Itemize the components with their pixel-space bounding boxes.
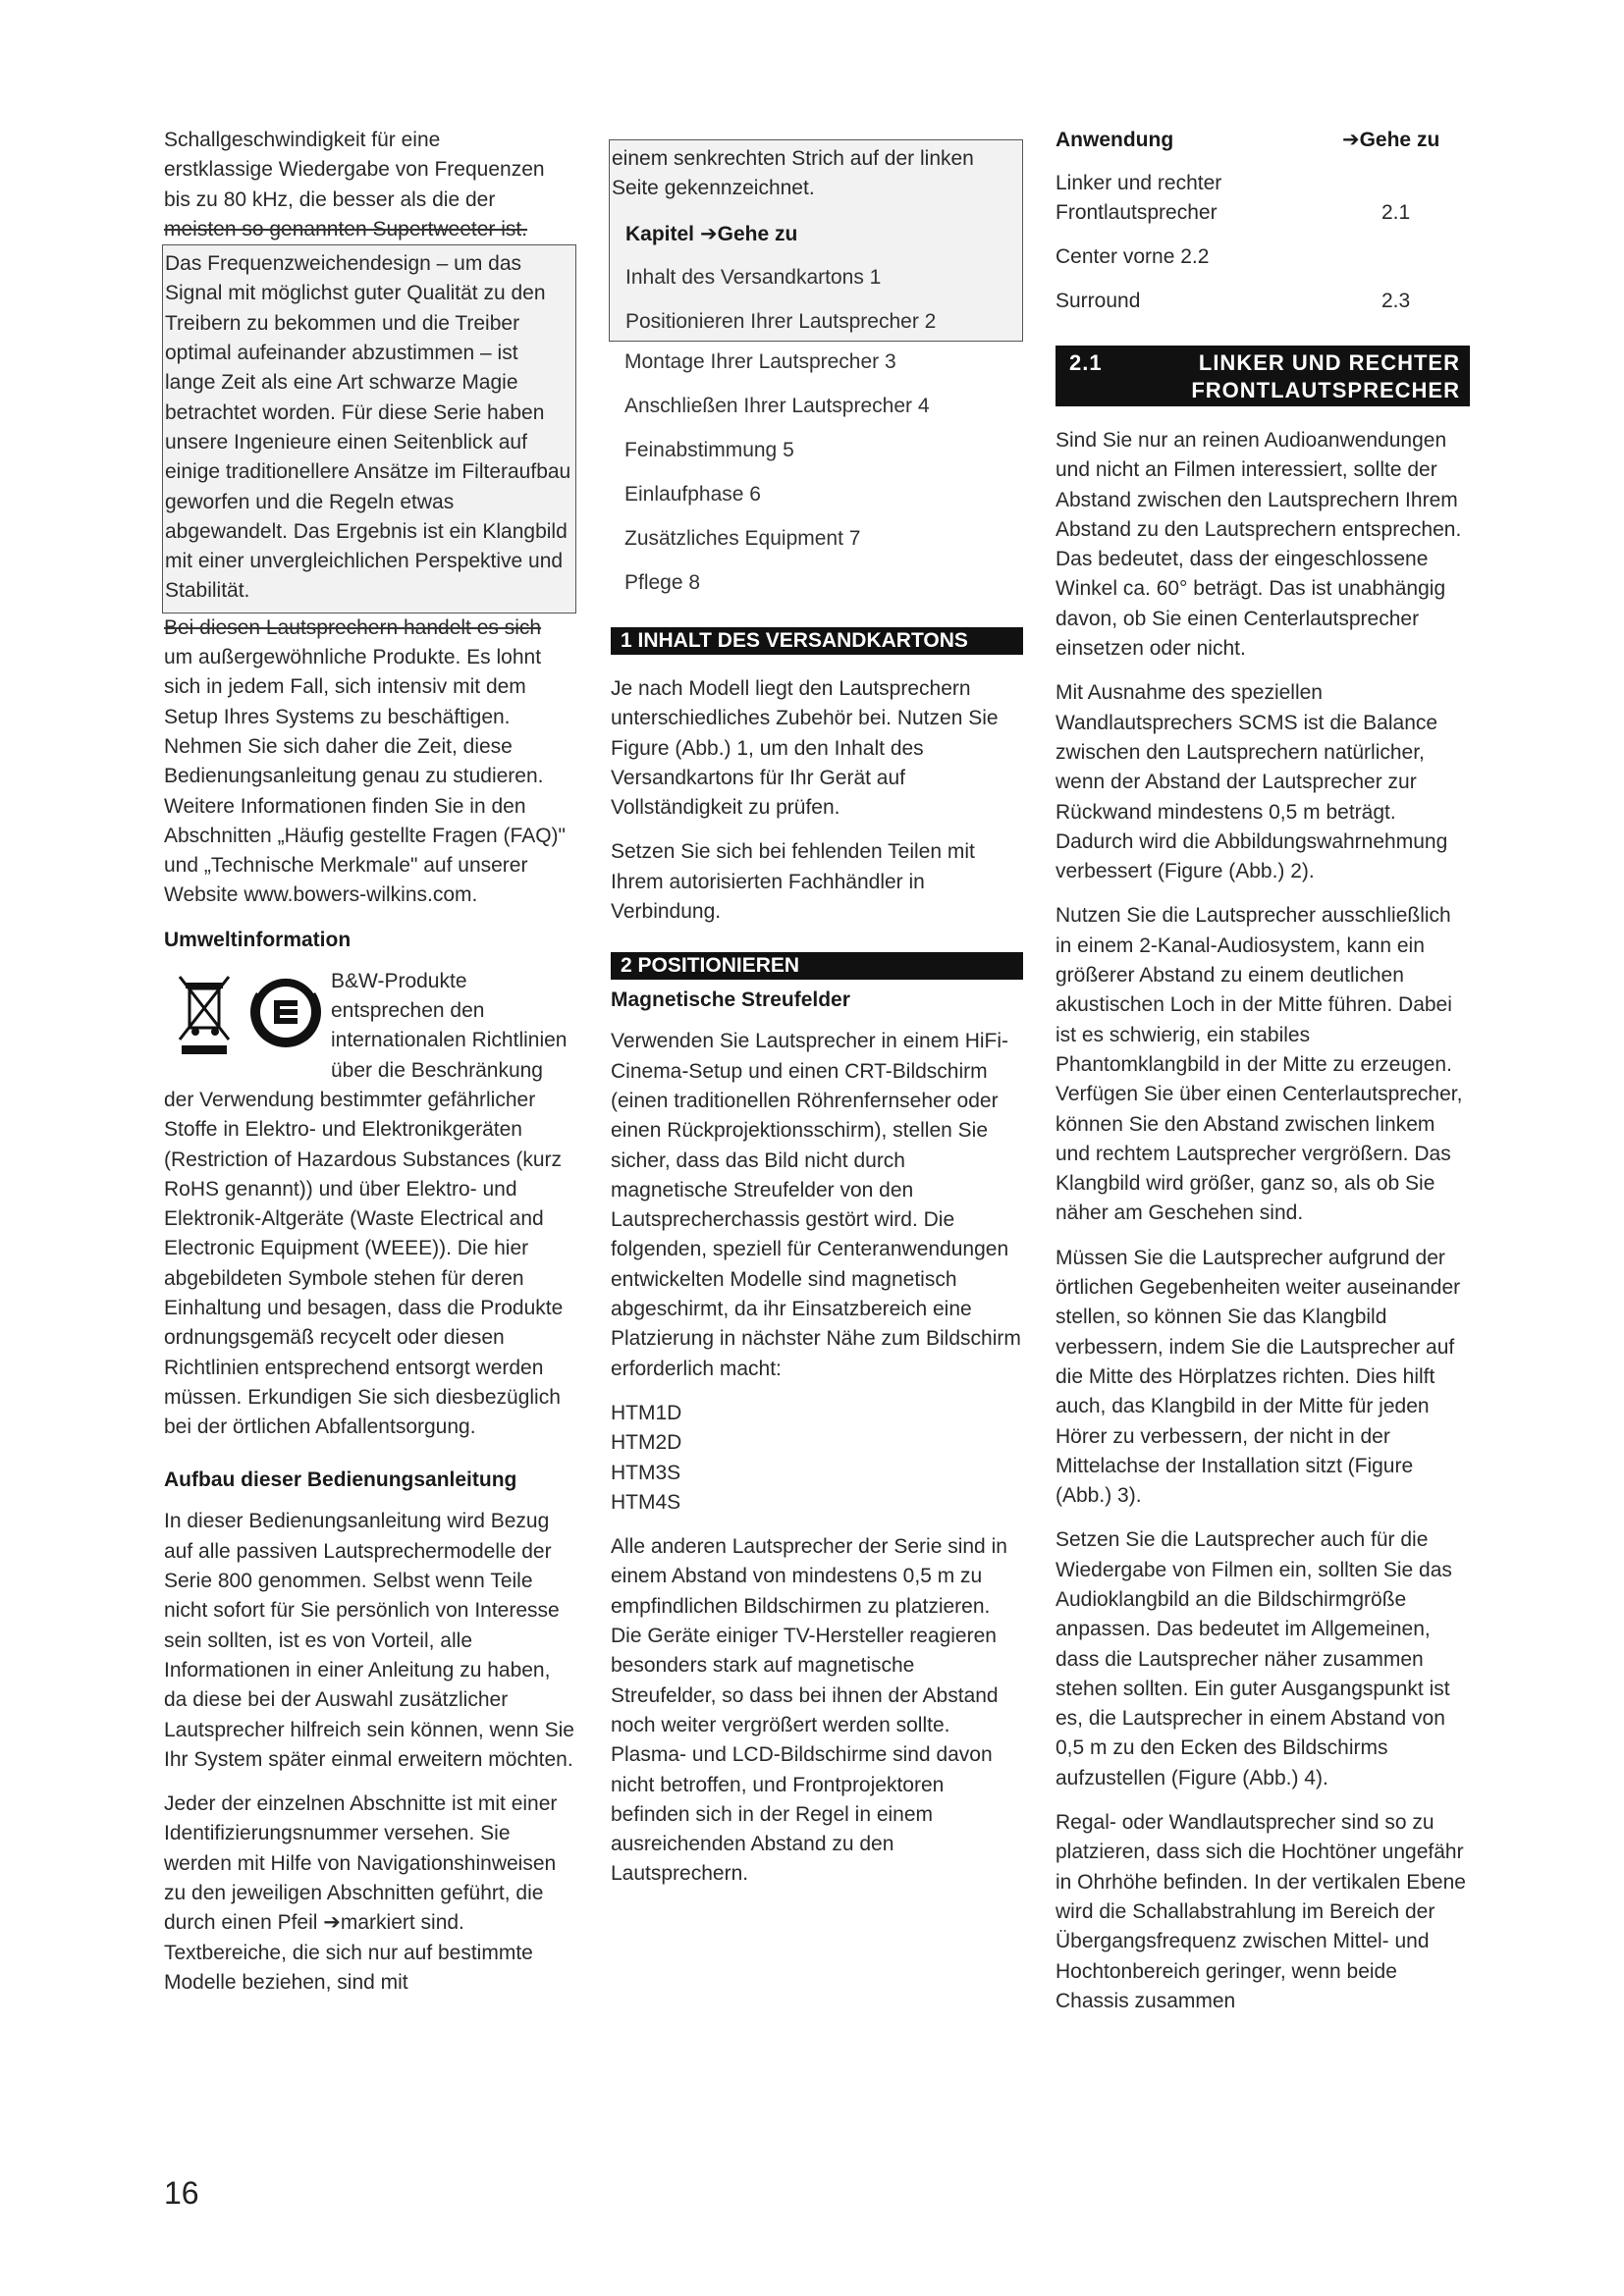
section-2-1-heading-line: FRONTLAUTSPRECHER: [1191, 378, 1460, 402]
toc-item[interactable]: Montage Ihrer Lautsprecher 3: [624, 350, 896, 373]
model-item: HTM1D: [611, 1401, 682, 1424]
manual-structure-paragraph: In dieser Bedienungsanleitung wird Bezug auf alle passiven Lautsprechermodelle der Serie 800 genommen. Selbst wenn Teile nicht sofort für Sie persönlich von Interesse sein sollten, ist es von Vorteil, alle Informationen in einer Anleitung zu haben, da diese bei der Auswahl zusätzlicher Lautsprecher hilfreich sein können, wenn Sie Ihr System später einmal erweitern möchten.: [164, 1510, 574, 1771]
navigation-paragraph: Jeder der einzelnen Abschnitte ist mit einer Identifizierungsnummer versehen. Sie werden mit Hilfe von Navigationshinweisen zu den jeweiligen Abschnitten geführt, die durch einen Pfeil ➔markiert sind. Textbereiche, die sich nur auf bestimmte Modelle beziehen, sind mit: [164, 1792, 558, 1994]
toc-item[interactable]: Positionieren Ihrer Lautsprecher 2: [625, 309, 937, 333]
application-table-header: [1056, 126, 1470, 155]
section-2-1-title: [1056, 346, 1470, 406]
environment-paragraph: B&W-Produkte entsprechen den internationalen Richtlinien über die Beschränkung der Verwendung bestimmter gefährlicher Stoffe in Elektro- und Elektronikgeräten (Restriction of Hazardous Substances (kurz RoHS genannt)) und über Elektro- und Elektronik-Altgeräte (Waste Electrical and Electronic Equipment (WEEE)). Die hier abgebildeten Symbole stehen für deren Einhaltung und besagen, dass die Produkte ordnungsgemäß recycelt oder diesen Richtlinien entsprechend entsorgt werden müssen. Erkundigen Sie sich diesbezüglich bei der örtlichen Abfallentsorgung.: [164, 969, 568, 1439]
toc-item[interactable]: Feinabstimmung 5: [624, 439, 794, 461]
products-struck-line: Bei diesen Lautsprechern handelt es sich: [164, 615, 542, 639]
rohs-e-icon: [246, 973, 325, 1051]
distance-paragraph: Alle anderen Lautsprecher der Serie sind in einem Abstand von mindestens 0,5 m zu empfindlichen Bildschirmen zu platzieren. Die Geräte einiger TV-Hersteller reagieren besonders stark auf magnetische Streufelder, so dass bei ihnen der Abstand noch weiter vergrößert werden sollte. Plasma- und LCD-Bildschirme sind davon nicht betroffen, und Frontprojektoren befinden sich in der Regel in einem ausreichenden Abstand zu den Lautsprechern.: [611, 1535, 1007, 1886]
environment-symbols: [164, 967, 331, 1061]
section-2-1-heading: [1158, 349, 1460, 404]
section-2-1-number: 2.1: [1069, 350, 1103, 375]
manual-structure-heading: Aufbau dieser Bedienungsanleitung: [164, 1468, 517, 1492]
application-ref: 2.3: [1381, 290, 1411, 312]
application-label: Frontlautsprecher: [1056, 201, 1218, 224]
model-item: HTM4S: [611, 1490, 681, 1514]
model-item: HTM2D: [611, 1431, 682, 1455]
products-paragraph: um außergewöhnliche Produkte. Es lohnt sich in jedem Fall, sich intensiv mit dem Setup Ihres Systems zu beschäftigen. Nehmen Sie sich daher die Zeit, diese Bedienungsanleitung genau zu studieren. Weitere Informationen finden Sie in den Abschnitten „Häufig gestellte Fragen (FAQ)" und „Technische Merkmale" auf unserer Website www.bowers-wilkins.com.: [164, 646, 566, 907]
crossover-paragraph: Das Frequenzweichendesign – um das Signal mit möglichst guter Qualität zu den Treibern zu bekommen und die Treiber optimal aufeinander abzustimmen – ist lange Zeit als eine Art schwarze Magie betrachtet worden. Für diese Serie haben unsere Ingenieure einen Seitenblick auf einige traditionellere Ansätze im Filteraufbau geworfen und die Regeln etwas abgewandelt. Das Ergebnis ist ein Klangbild mit einer unvergleichlichen Perspektive und Stabilität.: [165, 252, 571, 603]
model-item: HTM3S: [611, 1461, 681, 1484]
front-paragraph-1: Sind Sie nur an reinen Audioanwendungen und nicht an Filmen interessiert, sollte der Abstand zwischen den Lautsprechern Ihrem Abstand zu den Lautsprechern entsprechen. Das bedeutet, dass der eingeschlossene Winkel ca. 60° beträgt. Das ist unabhängig davon, ob Sie einen Centerlautsprecher einsetzen oder nicht.: [1056, 429, 1462, 661]
intro-line: Schallgeschwindigkeit für eine: [164, 129, 441, 151]
section-1-title: 1 INHALT DES VERSANDKARTONS: [611, 627, 1023, 655]
marker-line: einem senkrechten Strich auf der linken: [612, 147, 974, 170]
intro-struck-line: meisten so genannten Supertweeter ist.: [164, 217, 528, 240]
front-paragraph-3: Nutzen Sie die Lautsprecher ausschließlich in einem 2-Kanal-Audiosystem, kann ein größerer Abstand zu einem deutlichen akustischen Loch in der Mitte führen. Dabei ist es schwierig, ein stabiles Phantomklangbild in der Mitte zu erzeugen. Verfügen Sie über einen Centerlautsprecher, können Sie den Abstand zwischen linkem und rechtem Lautsprecher vergrößern. Das Klangbild wird größer, ganz so, als ob Sie näher am Geschehen sind.: [1056, 904, 1463, 1225]
column-left: [164, 126, 576, 2012]
toc-item[interactable]: Inhalt des Versandkartons 1: [625, 265, 882, 289]
toc-item[interactable]: Pflege 8: [624, 571, 701, 594]
application-ref: 2.1: [1381, 201, 1411, 224]
weee-bin-icon: [176, 971, 235, 1059]
front-paragraph-2: Mit Ausnahme des speziellen Wandlautsprechers SCMS ist die Balance zwischen den Lautsprechern natürlicher, wenn der Abstand der Lautsprecher zur Rückwand mindestens 0,5 m beträgt. Dadurch wird die Abbildungswahrnehmung verbessert (Figure (Abb.) 2).: [1056, 681, 1448, 883]
magnetic-fields-paragraph: Verwenden Sie Lautsprecher in einem HiFi-Cinema-Setup und einen CRT-Bildschirm (einen traditionellen Röhrenfernseher oder einen Rückprojektionsschirm), stellen Sie sicher, dass das Bild nicht durch magnetische Streufelder von den Lautsprecherchassis gestört wird. Die folgenden, speziell für Centeranwendungen entwickelten Modelle sind magnetisch abgeschirmt, da ihr Einsatzbereich eine Platzierung in nächster Nähe zum Bildschirm erforderlich macht:: [611, 1030, 1021, 1380]
magnetic-fields-heading: Magnetische Streufelder: [611, 988, 850, 1012]
application-header-goto: ➔Gehe zu: [1342, 129, 1440, 151]
environment-section: [164, 967, 576, 1443]
application-row-surround[interactable]: [1056, 287, 1470, 316]
toc-header-goto: ➔Gehe zu: [700, 222, 798, 245]
column-right: [1056, 126, 1470, 2031]
application-label: Surround: [1056, 290, 1141, 312]
application-row-front[interactable]: [1056, 169, 1470, 228]
shielded-models-list: [611, 1399, 1023, 1518]
column-middle: [611, 139, 1023, 1904]
toc-header: [625, 220, 1020, 249]
section-1-paragraph: Je nach Modell liegt den Lautsprechern unterschiedliches Zubehör bei. Nutzen Sie Figure (Abb.) 1, um den Inhalt des Versandkartons für Ihr Gerät auf Vollständigkeit zu prüfen.: [611, 677, 999, 820]
toc-header-chapter: Kapitel: [625, 222, 695, 245]
application-header-label: Anwendung: [1056, 129, 1174, 151]
toc-item[interactable]: Zusätzliches Equipment 7: [624, 527, 861, 550]
section-2-title: 2 POSITIONIEREN: [611, 952, 1023, 980]
toc-item[interactable]: Einlaufphase 6: [624, 483, 761, 506]
intro-line: bis zu 80 kHz, die besser als die der: [164, 187, 496, 211]
application-row-center[interactable]: [1056, 242, 1470, 272]
front-paragraph-6: Regal- oder Wandlautsprecher sind so zu platzieren, dass sich die Hochtöner ungefähr in Ohrhöhe befinden. In der vertikalen Ebene wird die Schallabstrahlung im Bereich der Übergangsfrequenz zwischen Mittel- und Hochtonbereich geringer, wenn beide Chassis zusammen: [1056, 1811, 1466, 2012]
front-paragraph-5: Setzen Sie die Lautsprecher auch für die Wiedergabe von Filmen ein, sollten Sie das Audioklangbild an die Bildschirmgröße anpassen. Das bedeutet im Allgemeinen, dass die Lautsprecher näher zusammen stehen sollten. Ein guter Ausgangspunkt ist es, die Lautsprecher in einem Abstand von 0,5 m zu den Ecken des Bildschirms aufzustellen (Figure (Abb.) 4).: [1056, 1528, 1452, 1789]
toc-item[interactable]: Anschließen Ihrer Lautsprecher 4: [624, 395, 930, 417]
toc-highlight-box: [609, 139, 1023, 342]
page-number: 16: [164, 2175, 199, 2211]
front-paragraph-4: Müssen Sie die Lautsprecher aufgrund der örtlichen Gegebenheiten weiter auseinander stellen, so können Sie das Klangbild verbessern, indem Sie die Lautsprecher auf die Mitte des Hörplatzes richten. Dies hilft auch, das Klangbild in der Mitte für jeden Hörer zu verbessern, der nicht in der Mittelachse der Installation sitzt (Figure (Abb.) 3).: [1056, 1246, 1461, 1508]
toc-list: [611, 347, 1023, 598]
section-1-paragraph-missing: Setzen Sie sich bei fehlenden Teilen mit Ihrem autorisierten Fachhändler in Verbindung.: [611, 840, 975, 924]
environment-heading: Umweltinformation: [164, 928, 352, 951]
marker-line: Seite gekennzeichnet.: [612, 177, 815, 200]
intro-line: erstklassige Wiedergabe von Frequenzen: [164, 158, 545, 182]
application-label: Linker und rechter: [1056, 172, 1222, 194]
section-2-1-heading-line: LINKER UND RECHTER: [1198, 350, 1460, 375]
application-label: Center vorne 2.2: [1056, 245, 1210, 268]
crossover-highlight-box: [162, 244, 576, 614]
